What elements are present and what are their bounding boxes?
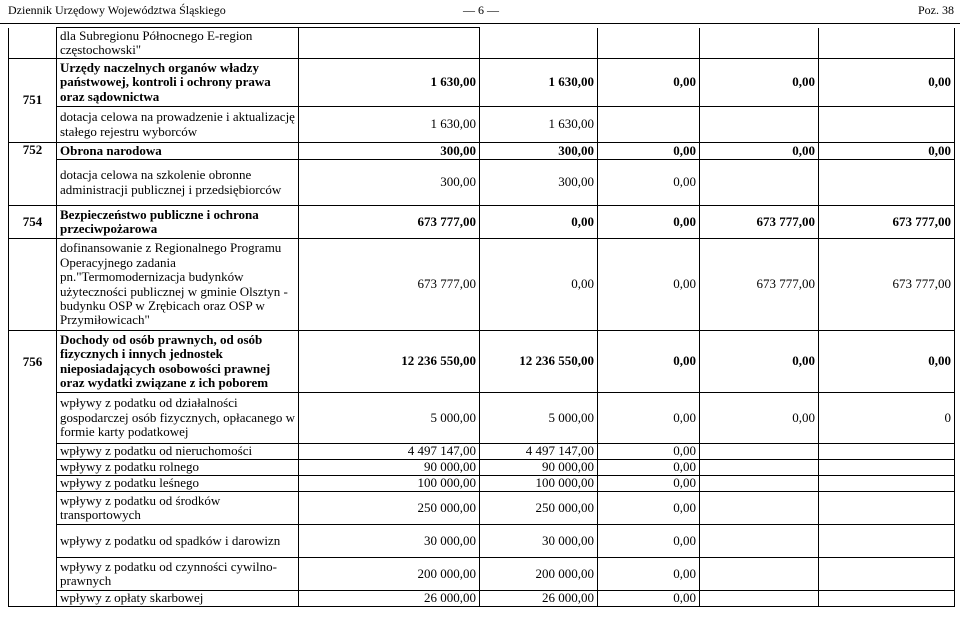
value-cell (819, 160, 955, 206)
table-row (9, 444, 955, 460)
value-cell (819, 460, 955, 476)
value-cell: 0,00 (598, 393, 700, 444)
value-cell (700, 525, 819, 558)
value-cell: 0,00 (598, 160, 700, 206)
description-cell: dotacja celowa na prowadzenie i aktualizację stałego rejestru wyborców (57, 107, 299, 143)
chapter-cell (9, 239, 57, 331)
value-cell (700, 107, 819, 143)
value-cell: 250 000,00 (299, 492, 480, 525)
value-cell: 1 630,00 (480, 59, 598, 107)
value-cell: 0,00 (598, 444, 700, 460)
table-row (9, 460, 955, 476)
value-cell: 250 000,00 (480, 492, 598, 525)
value-cell: 300,00 (480, 160, 598, 206)
value-cell: 200 000,00 (480, 558, 598, 591)
description-cell: Obrona narodowa (57, 143, 299, 160)
value-cell: 26 000,00 (480, 591, 598, 607)
value-cell: 0,00 (598, 492, 700, 525)
description-cell: dofinansowanie z Regionalnego Programu Operacyjnego zadania pn."Termomodernizacja budynków użyteczności publicznej w gminie Olsztyn - budynku OSP w Zrębicach oraz OSP w Przymiłowicach" (57, 239, 299, 331)
chapter-cell: 756 (9, 331, 57, 607)
table-row (9, 393, 955, 444)
value-cell: 0,00 (480, 239, 598, 331)
value-cell (819, 107, 955, 143)
value-cell (700, 492, 819, 525)
description-cell: wpływy z podatku od nieruchomości (57, 444, 299, 460)
chapter-cell: 751 (9, 59, 57, 143)
description-cell: dla Subregionu Północnego E-region częstochowski" (57, 28, 299, 59)
value-cell: 5 000,00 (480, 393, 598, 444)
description-cell: wpływy z podatku od spadków i darowizn (57, 525, 299, 558)
value-cell (700, 476, 819, 492)
value-cell: 0,00 (700, 143, 819, 160)
description-cell: Bezpieczeństwo publiczne i ochrona przeciwpożarowa (57, 206, 299, 239)
value-cell: 0,00 (598, 460, 700, 476)
value-cell: 300,00 (480, 143, 598, 160)
value-cell: 30 000,00 (480, 525, 598, 558)
value-cell: 0,00 (598, 476, 700, 492)
value-cell (480, 28, 598, 59)
value-cell: 0,00 (819, 331, 955, 393)
table-row (9, 28, 955, 59)
table-row (9, 492, 955, 525)
value-cell (700, 160, 819, 206)
value-cell: 100 000,00 (299, 476, 480, 492)
position-number: Poz. 38 (918, 3, 954, 17)
value-cell: 0,00 (700, 331, 819, 393)
value-cell: 0,00 (598, 525, 700, 558)
header-rule (0, 23, 960, 24)
description-cell: Urzędy naczelnych organów władzy państwowej, kontroli i ochrony prawa oraz sądownictwa (57, 59, 299, 107)
value-cell (700, 558, 819, 591)
value-cell: 4 497 147,00 (480, 444, 598, 460)
value-cell (700, 460, 819, 476)
value-cell (700, 591, 819, 607)
value-cell (598, 28, 700, 59)
value-cell: 12 236 550,00 (480, 331, 598, 393)
value-cell: 0,00 (598, 591, 700, 607)
value-cell: 300,00 (299, 160, 480, 206)
value-cell (819, 492, 955, 525)
value-cell: 0,00 (819, 143, 955, 160)
value-cell: 100 000,00 (480, 476, 598, 492)
chapter-cell: 752 (9, 143, 57, 206)
table-row (9, 558, 955, 591)
value-cell: 0,00 (598, 558, 700, 591)
value-cell: 673 777,00 (299, 239, 480, 331)
value-cell: 90 000,00 (480, 460, 598, 476)
value-cell: 673 777,00 (700, 206, 819, 239)
value-cell: 30 000,00 (299, 525, 480, 558)
value-cell: 0,00 (480, 206, 598, 239)
value-cell: 0,00 (700, 393, 819, 444)
value-cell: 0,00 (598, 59, 700, 107)
value-cell: 0,00 (598, 143, 700, 160)
chapter-cell (9, 28, 57, 59)
value-cell: 300,00 (299, 143, 480, 160)
description-cell: wpływy z podatku leśnego (57, 476, 299, 492)
table-row (9, 160, 955, 206)
table-row (9, 525, 955, 558)
value-cell: 0,00 (598, 239, 700, 331)
value-cell: 0,00 (598, 331, 700, 393)
value-cell (819, 444, 955, 460)
value-cell: 0 (819, 393, 955, 444)
chapter-cell: 754 (9, 206, 57, 239)
value-cell: 673 777,00 (819, 206, 955, 239)
description-cell: wpływy z podatku od czynności cywilno-prawnych (57, 558, 299, 591)
value-cell: 26 000,00 (299, 591, 480, 607)
page-header (0, 0, 960, 24)
value-cell (598, 107, 700, 143)
table-row (9, 591, 955, 607)
value-cell: 1 630,00 (480, 107, 598, 143)
table-row (9, 59, 955, 107)
description-cell: wpływy z opłaty skarbowej (57, 591, 299, 607)
table-row (9, 206, 955, 239)
value-cell (819, 525, 955, 558)
value-cell: 12 236 550,00 (299, 331, 480, 393)
description-cell: wpływy z podatku od działalności gospodarczej osób fizycznych, opłacanego w formie karty podatkowej (57, 393, 299, 444)
value-cell: 200 000,00 (299, 558, 480, 591)
page-number: — 6 — (463, 3, 499, 17)
value-cell (819, 591, 955, 607)
value-cell: 0,00 (819, 59, 955, 107)
value-cell: 90 000,00 (299, 460, 480, 476)
value-cell: 1 630,00 (299, 59, 480, 107)
description-cell: dotacja celowa na szkolenie obronne administracji publicznej i przedsiębiorców (57, 160, 299, 206)
value-cell (819, 28, 955, 59)
table-row (9, 143, 955, 160)
value-cell: 1 630,00 (299, 107, 480, 143)
table-row (9, 331, 955, 393)
value-cell (819, 558, 955, 591)
value-cell: 673 777,00 (819, 239, 955, 331)
budget-table (8, 27, 955, 607)
value-cell (299, 28, 480, 59)
value-cell: 0,00 (700, 59, 819, 107)
value-cell: 673 777,00 (299, 206, 480, 239)
value-cell: 5 000,00 (299, 393, 480, 444)
table-row (9, 239, 955, 331)
table-row (9, 107, 955, 143)
value-cell: 0,00 (598, 206, 700, 239)
description-cell: wpływy z podatku rolnego (57, 460, 299, 476)
value-cell: 4 497 147,00 (299, 444, 480, 460)
value-cell: 673 777,00 (700, 239, 819, 331)
journal-title: Dziennik Urzędowy Województwa Śląskiego (8, 3, 226, 17)
description-cell: Dochody od osób prawnych, od osób fizycznych i innych jednostek nieposiadających osobowości prawnej oraz wydatki związane z ich poborem (57, 331, 299, 393)
table-row (9, 476, 955, 492)
description-cell: wpływy z podatku od środków transportowych (57, 492, 299, 525)
value-cell (700, 28, 819, 59)
value-cell (700, 444, 819, 460)
value-cell (819, 476, 955, 492)
